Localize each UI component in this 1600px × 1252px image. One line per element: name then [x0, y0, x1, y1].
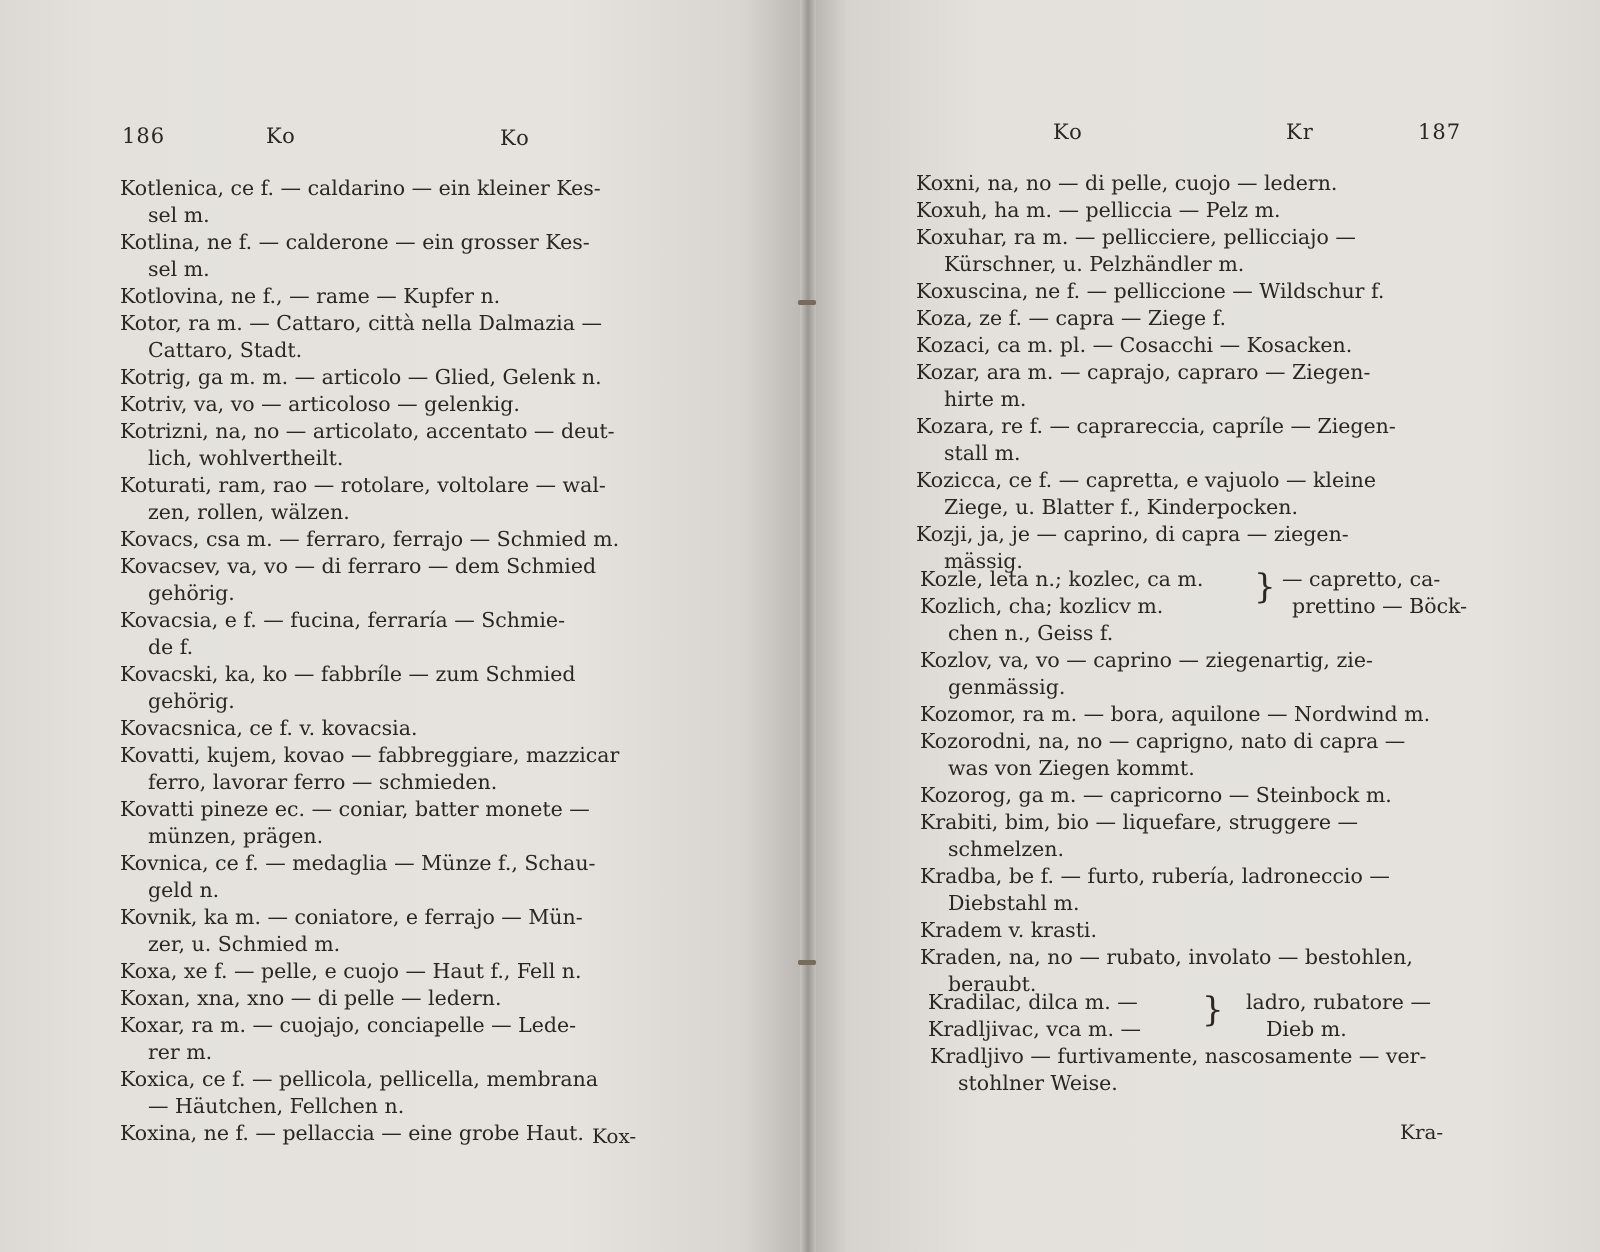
left-entry — [120, 661, 680, 715]
right-entry — [916, 197, 1476, 224]
entry-line-1: Kovatti, kujem, kovao — fabbreggiare, mazzicar — [120, 743, 620, 767]
right-entry — [916, 359, 1476, 413]
entry-line-1: Kotlovina, ne f., — rame — Kupfer n. — [120, 284, 501, 308]
right-entry — [920, 782, 1480, 809]
left-entry — [120, 472, 680, 526]
entry-line-1: Kovacski, ka, ko — fabbríle — zum Schmied — [120, 662, 576, 686]
right-entry — [920, 647, 1480, 701]
left-entry — [120, 391, 680, 418]
entry-line-1: Koxar, ra m. — cuojajo, conciapelle — Lede- — [120, 1013, 577, 1037]
entry-line-2: schmelzen. — [948, 837, 1064, 861]
left-entry — [120, 958, 680, 985]
entry-line-2: zen, rollen, wälzen. — [148, 500, 350, 524]
right-entry — [916, 413, 1476, 467]
left-entry — [120, 607, 680, 661]
entry-line-1: Koxuscina, ne f. — pelliccione — Wildschur f. — [916, 279, 1385, 303]
right-entry — [916, 224, 1476, 278]
left-entry — [120, 1012, 680, 1066]
left-entry — [120, 418, 680, 472]
entry-line-2: rer m. — [148, 1040, 213, 1064]
entry-line-1: Koxica, ce f. — pellicola, pellicella, membrana — [120, 1067, 599, 1091]
entry-line-2: Ziege, u. Blatter f., Kinderpocken. — [944, 495, 1298, 519]
kradilac-group — [928, 989, 1488, 1043]
catchword-right: Kra- — [1400, 1120, 1444, 1144]
entry-line-1: Kozaci, ca m. pl. — Cosacchi — Kosacken. — [916, 333, 1353, 357]
entry-line-2: sel m. — [148, 203, 210, 227]
entry-line-1: Koxuh, ha m. — pelliccia — Pelz m. — [916, 198, 1281, 222]
entry-line-1: Kotor, ra m. — Cattaro, città nella Dalmazia — — [120, 311, 602, 335]
entry-line-1: Kradba, be f. — furto, rubería, ladroneccio — — [920, 864, 1390, 888]
left-entry — [120, 904, 680, 958]
left-entry — [120, 715, 680, 742]
right-entry — [930, 1043, 1490, 1097]
right-entries-top — [916, 170, 1476, 575]
right-page — [808, 0, 1600, 1252]
page-number-left: 186 — [122, 124, 166, 148]
kradilac-right-c: ladro, rubatore — — [1246, 990, 1431, 1014]
left-entry — [120, 850, 680, 904]
entry-line-1: Kovatti pineze ec. — coniar, batter monete — — [120, 797, 590, 821]
entry-line-1: Kovacsev, va, vo — di ferraro — dem Schmied — [120, 554, 597, 578]
entry-line-2: gehörig. — [148, 689, 235, 713]
right-entries-bottom — [930, 1043, 1490, 1097]
entry-line-1: Kradljivo — furtivamente, nascosamente — ver- — [930, 1044, 1427, 1068]
right-entry — [916, 332, 1476, 359]
entry-line-2: de f. — [148, 635, 194, 659]
entry-line-1: Kovacsia, e f. — fucina, ferraría — Schmie- — [120, 608, 565, 632]
catchword-left: Kox- — [592, 1124, 637, 1148]
entry-line-1: Kozorog, ga m. — capricorno — Steinbock m. — [920, 783, 1392, 807]
entry-line-1: Kozicca, ce f. — capretta, e vajuolo — kleine — [916, 468, 1376, 492]
left-entry — [120, 526, 680, 553]
entry-line-2: gehörig. — [148, 581, 235, 605]
entry-line-1: Kozorodni, na, no — caprigno, nato di capra — — [920, 729, 1406, 753]
entry-line-1: Koxa, xe f. — pelle, e cuojo — Haut f., Fell n. — [120, 959, 582, 983]
entry-line-2: lich, wohlvertheilt. — [148, 446, 344, 470]
running-head-left-1: Ko — [266, 124, 296, 148]
entry-line-1: Kotlina, ne f. — calderone — ein grosser Kes- — [120, 230, 590, 254]
kradilac-right-d: Dieb m. — [1266, 1017, 1347, 1041]
right-entry — [920, 809, 1480, 863]
entry-line-1: Kozar, ara m. — caprajo, capraro — Ziegen- — [916, 360, 1371, 384]
entry-line-1: Kovnik, ka m. — coniatore, e ferrajo — Mün- — [120, 905, 583, 929]
right-entry — [916, 305, 1476, 332]
entry-line-1: Koza, ze f. — capra — Ziege f. — [916, 306, 1226, 330]
left-entry — [120, 229, 680, 283]
left-entry — [120, 985, 680, 1012]
entry-line-2: sel m. — [148, 257, 210, 281]
entry-line-2: Cattaro, Stadt. — [148, 338, 303, 362]
right-entry — [920, 863, 1480, 917]
entry-line-1: Kozara, re f. — caprareccia, capríle — Ziegen- — [916, 414, 1396, 438]
entry-line-1: Koxina, ne f. — pellaccia — eine grobe Haut. — [120, 1121, 584, 1145]
entry-line-2: zer, u. Schmied m. — [148, 932, 341, 956]
entry-line-2: geld n. — [148, 878, 220, 902]
entry-line-1: Kotlenica, ce f. — caldarino — ein kleiner Kes- — [120, 176, 601, 200]
right-entries-mid — [920, 647, 1480, 998]
entry-line-2: Diebstahl m. — [948, 891, 1080, 915]
entry-line-1: Kotrig, ga m. m. — articolo — Glied, Gelenk n. — [120, 365, 602, 389]
left-entry — [120, 553, 680, 607]
entry-line-1: Koxni, na, no — di pelle, cuojo — ledern. — [916, 171, 1338, 195]
kozle-left-a: Kozle, leta n.; kozlec, ca m. — [920, 567, 1204, 591]
binding-stitch — [798, 300, 816, 305]
right-entry — [916, 170, 1476, 197]
running-head-right-1: Ko — [1053, 120, 1083, 144]
left-entries — [120, 175, 680, 1147]
entry-line-1: Kovacsnica, ce f. v. kovacsia. — [120, 716, 418, 740]
entry-line-1: Koxuhar, ra m. — pellicciere, pellicciajo — — [916, 225, 1356, 249]
entry-line-1: Kozlov, va, vo — caprino — ziegenartig, zie- — [920, 648, 1373, 672]
running-head-right-2: Kr — [1286, 120, 1314, 144]
left-entry — [120, 283, 680, 310]
kozle-left-b: Kozlich, cha; kozlicv m. — [920, 594, 1164, 618]
entry-line-2: stohlner Weise. — [958, 1071, 1118, 1095]
left-entry — [120, 742, 680, 796]
entry-line-1: Koxan, xna, xno — di pelle — ledern. — [120, 986, 502, 1010]
entry-line-1: Kovacs, csa m. — ferraro, ferrajo — Schmied m. — [120, 527, 620, 551]
entry-line-1: Kotriv, va, vo — articoloso — gelenkig. — [120, 392, 520, 416]
entry-line-2: was von Ziegen kommt. — [948, 756, 1195, 780]
left-entry — [120, 175, 680, 229]
entry-line-2: Kürschner, u. Pelzhändler m. — [944, 252, 1245, 276]
entry-line-1: Kozomor, ra m. — bora, aquilone — Nordwind m. — [920, 702, 1431, 726]
entry-line-1: Krabiti, bim, bio — liquefare, struggere — — [920, 810, 1358, 834]
entry-line-1: Kozji, ja, je — caprino, di capra — ziegen- — [916, 522, 1349, 546]
left-entry — [120, 310, 680, 364]
kozle-right-d: prettino — Böck- — [1292, 594, 1468, 618]
right-entry — [920, 917, 1480, 944]
entry-line-1: Koturati, ram, rao — rotolare, voltolare — wal- — [120, 473, 606, 497]
binding-stitch — [798, 960, 816, 965]
kradilac-brace: } — [1202, 990, 1224, 1030]
running-head-left-2: Ko — [500, 126, 530, 150]
entry-line-1: Kotrizni, na, no — articolato, accentato — deut- — [120, 419, 615, 443]
entry-line-1: Kovnica, ce f. — medaglia — Münze f., Schau- — [120, 851, 596, 875]
left-entry — [120, 796, 680, 850]
entry-line-1: Kradem v. krasti. — [920, 918, 1098, 942]
kozle-group — [920, 566, 1480, 647]
entry-line-2: — Häutchen, Fellchen n. — [148, 1094, 405, 1118]
entry-line-2: genmässig. — [948, 675, 1066, 699]
right-entry — [916, 467, 1476, 521]
entry-line-2: ferro, lavorar ferro — schmieden. — [148, 770, 498, 794]
entry-line-2: beraubt. — [948, 972, 1037, 996]
entry-line-1: Kraden, na, no — rubato, involato — bestohlen, — [920, 945, 1413, 969]
page-number-right: 187 — [1418, 120, 1462, 144]
book-gutter — [800, 0, 816, 1252]
entry-line-2: stall m. — [944, 441, 1021, 465]
right-entry — [920, 701, 1480, 728]
kradilac-left-a: Kradilac, dilca m. — — [928, 990, 1138, 1014]
entry-line-2: hirte m. — [944, 387, 1027, 411]
kradilac-left-b: Kradljivac, vca m. — — [928, 1017, 1142, 1041]
entry-line-2: münzen, prägen. — [148, 824, 324, 848]
right-entry — [920, 728, 1480, 782]
entry-line-2: mässig. — [944, 549, 1023, 573]
kozle-brace: } — [1254, 567, 1276, 607]
left-entry — [120, 1066, 680, 1120]
kozle-continuation: chen n., Geiss f. — [948, 621, 1114, 645]
right-entry — [916, 278, 1476, 305]
left-entry — [120, 364, 680, 391]
kozle-right-c: — capretto, ca- — [1282, 567, 1441, 591]
